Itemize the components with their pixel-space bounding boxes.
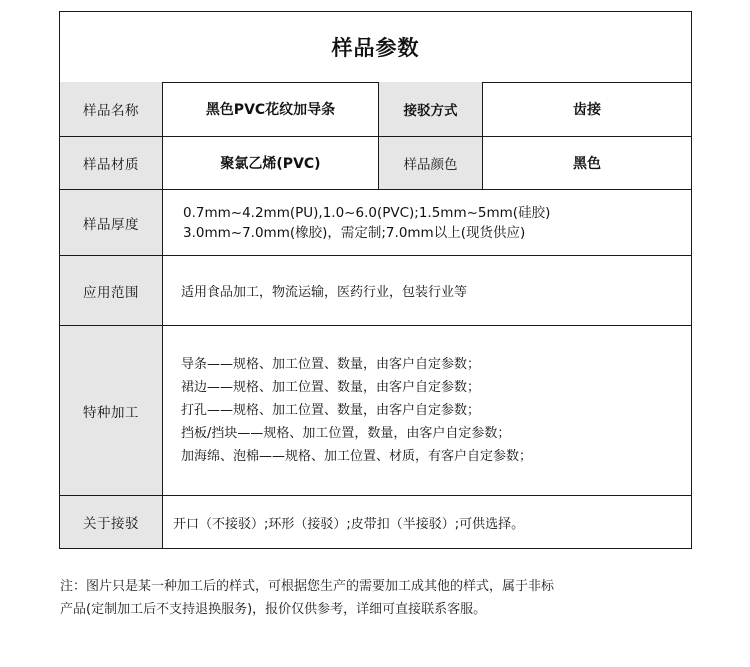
label-sample-color: 样品颜色 — [379, 137, 483, 189]
footnote-line: 产品(定制加工后不支持退换服务)，报价仅供参考，详细可直接联系客服。 — [60, 602, 487, 617]
label-sample-material: 样品材质 — [60, 137, 163, 189]
thickness-line: 0.7mm~4.2mm(PU),1.0~6.0(PVC);1.5mm~5mm(硅胶) — [183, 204, 551, 221]
value-joint-method: 齿接 — [573, 102, 601, 118]
label-special-processing: 特种加工 — [60, 326, 163, 495]
special-line: 裙边——规格、加工位置、数量，由客户自定参数； — [181, 380, 481, 395]
value-special-processing — [163, 326, 691, 495]
footnote-line: 注：图片只是某一种加工后的样式，可根据您生产的需要加工成其他的样式，属于非标 — [60, 579, 555, 594]
label-joint-method: 接驳方式 — [379, 82, 483, 136]
table-row-name — [60, 82, 691, 137]
spec-table — [59, 11, 692, 549]
value-about-joint: 开口（不接驳）;环形（接驳）;皮带扣（半接驳）;可供选择。 — [173, 516, 525, 532]
table-row-material — [60, 137, 691, 190]
value-sample-color: 黑色 — [573, 156, 601, 172]
value-sample-name: 黑色PVC花纹加导条 — [163, 82, 379, 136]
label-about-joint: 关于接驳 — [60, 496, 163, 548]
special-line: 加海绵、泡棉——规格、加工位置、材质，有客户自定参数； — [181, 449, 533, 464]
table-row-application — [60, 256, 691, 326]
thickness-line: 3.0mm~7.0mm(橡胶)，需定制;7.0mm以上(现货供应) — [183, 224, 526, 241]
special-line: 挡板/挡块——规格、加工位置，数量，由客户自定参数； — [181, 426, 511, 441]
special-line: 打孔——规格、加工位置、数量，由客户自定参数； — [181, 403, 481, 418]
footnote — [60, 575, 700, 621]
table-row-joint — [60, 496, 691, 548]
table-row-thickness — [60, 190, 691, 256]
label-sample-name: 样品名称 — [60, 82, 163, 136]
special-line: 导条——规格、加工位置、数量，由客户自定参数； — [181, 357, 481, 372]
value-application-range: 适用食品加工，物流运输，医药行业，包装行业等 — [181, 285, 468, 300]
table-row-special — [60, 326, 691, 496]
value-sample-material: 聚氯乙烯(PVC) — [163, 137, 379, 189]
table-title: 样品参数 — [60, 12, 691, 83]
value-sample-thickness — [163, 190, 691, 255]
label-sample-thickness: 样品厚度 — [60, 190, 163, 255]
label-application-range: 应用范围 — [60, 256, 163, 325]
